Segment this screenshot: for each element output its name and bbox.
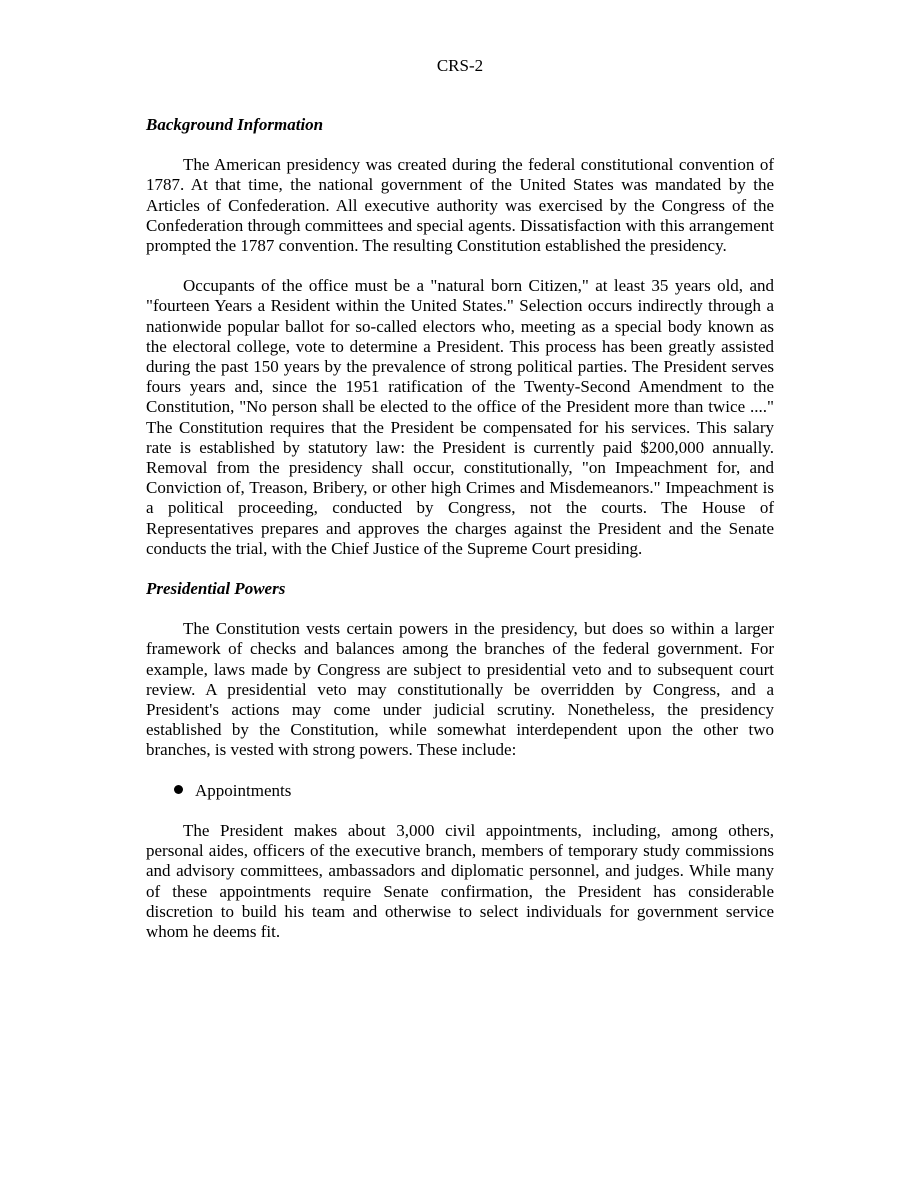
section-heading-background: Background Information [146, 115, 324, 134]
paragraph-background-1: The American presidency was created during the federal constitutional convention of 1787. At that time, the national government of the United States was mandated by the Articles of Confederation. All executive authority was exercised by the Congress of the Confederation through committees and special agents. Dissatisfaction with this arrangement prompted the 1787 convention. The resulting Constitution established the presidency. [146, 155, 774, 256]
bullet-item-appointments [146, 781, 774, 801]
bullet-icon [174, 785, 183, 794]
page-number-header: CRS-2 [436, 56, 484, 75]
paragraph-appointments: The President makes about 3,000 civil appointments, including, among others, personal aides, officers of the executive branch, members of temporary study commissions and advisory committees, ambassadors and diplomatic personnel, and judges. While many of these appointments require Senate confirmation, the President has considerable discretion to build his team and otherwise to select individuals for government service whom he deems fit. [146, 820, 774, 941]
bullet-label: Appointments [195, 780, 292, 800]
document-body [146, 115, 774, 962]
paragraph-powers-intro: The Constitution vests certain powers in the presidency, but does so within a larger framework of checks and balances among the branches of the federal government. For example, laws made by Congress are subject to presidential veto and to subsequent court review. A presidential veto may constitutionally be overridden by Congress, and a President's actions may come under judicial scrutiny. Nonetheless, the presidency established by the Constitution, while somewhat interdependent upon the other two branches, is vested with strong powers. These include: [146, 619, 774, 760]
section-heading-powers: Presidential Powers [146, 579, 286, 599]
paragraph-background-2: Occupants of the office must be a "natural born Citizen," at least 35 years old, and "fourteen Years a Resident within the United States." Selection occurs indirectly through a nationwide popular ballot for so-called electors who, meeting as a special body known as the electoral college, vote to determine a President. This process has been greatly assisted during the past 150 years by the prevalence of strong political parties. The President serves fours years and, since the 1951 ratification of the Twenty-Second Amendment to the Constitution, "No person shall be elected to the office of the President more than twice ...." The Constitution requires that the President be compensated for his services. This salary rate is established by statutory law: the President is currently paid $200,000 annually. Removal from the presidency shall occur, constitutionally, "on Impeachment for, and Conviction of, Treason, Bribery, or other high Crimes and Misdemeanors." Impeachment is a political proceeding, conducted by Congress, not the courts. The House of Representatives prepares and approves the charges against the President and the Senate conducts the trial, with the Chief Justice of the Supreme Court presiding. [146, 276, 774, 558]
